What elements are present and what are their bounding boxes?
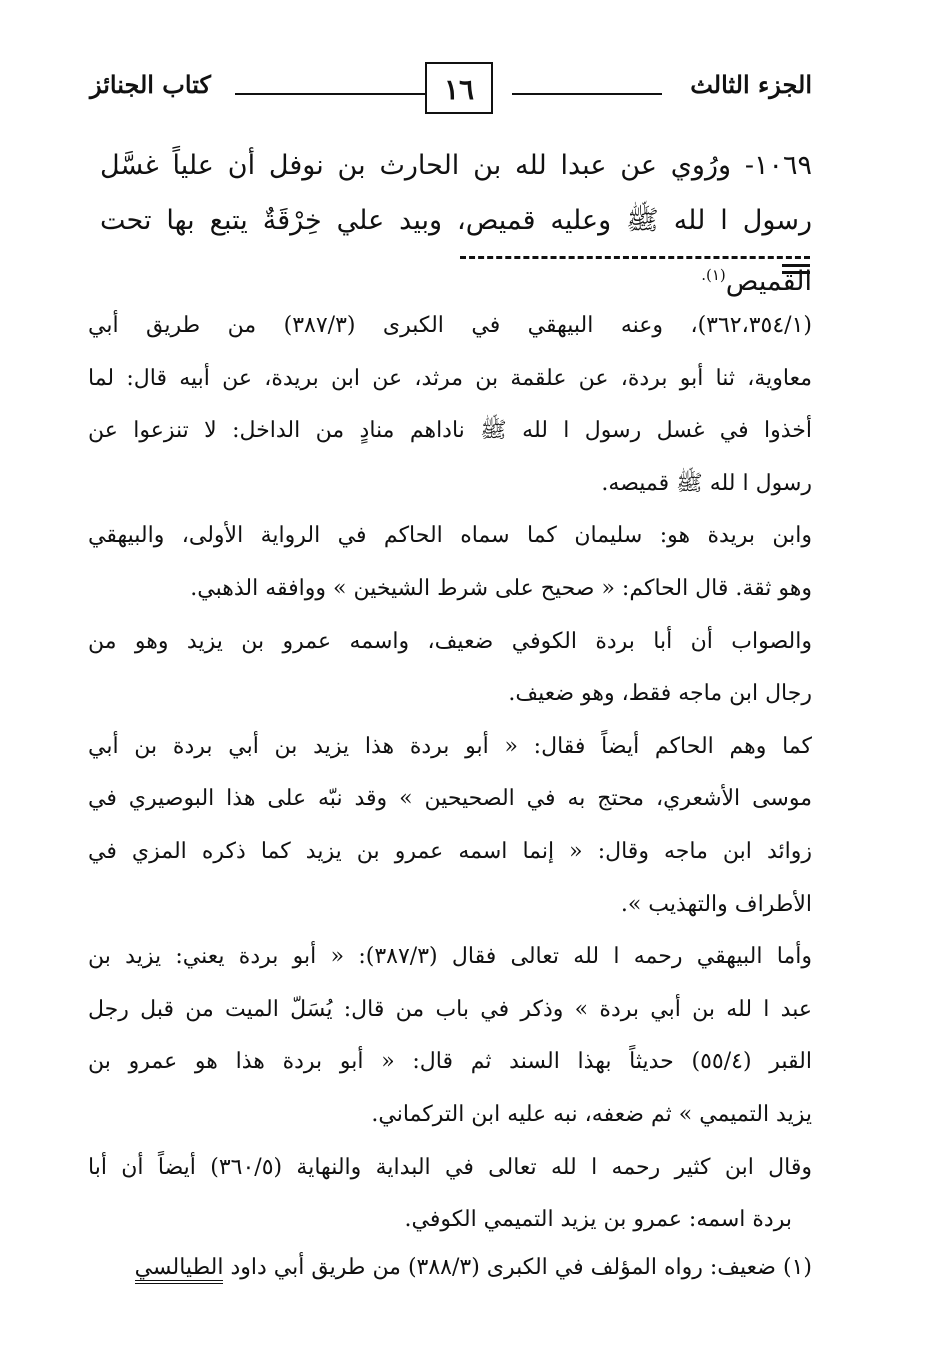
footnote-marker: (١) (782, 1255, 812, 1280)
header-book-title: كتاب الجنائز (90, 70, 211, 99)
hadith-line-2 (100, 193, 812, 309)
hadith-text (100, 138, 812, 309)
commentary-line: الأطراف والتهذيب ». (620, 891, 812, 917)
commentary-line: كما وهم الحاكم أيضاً فقال: « أبو بردة هذا يزيد بن أبي بردة بن أبي (88, 733, 812, 759)
footnote-reference: (١). (701, 266, 726, 284)
continuation-mark (782, 264, 810, 274)
hadith-line-1: ١٠٦٩- ورُوي عن عبدا لله بن الحارث بن نوفل أن علياً غسَّل (100, 150, 812, 181)
commentary-line: رسول ا لله ﷺ قميصه. (601, 470, 812, 496)
commentary-line: والصواب أن أبا بردة الكوفي ضعيف، واسمه عمرو بن يزيد وهو من (88, 628, 812, 654)
commentary-line: رجال ابن ماجه فقط، وهو ضعيف. (508, 681, 812, 707)
header-rule-left (235, 93, 425, 95)
footnote-continuation-word: الطيالسي (135, 1255, 224, 1284)
commentary-line: وأما البيهقي رحمه ا لله تعالى فقال (٣٨٧/٣): « أبو بردة يعني: يزيد بن (88, 944, 813, 970)
commentary-line: القبر (٥٥/٤) حديثاً بهذا السند ثم قال: « أبو بردة هذا هو عمرو بن (88, 1049, 812, 1075)
commentary-line: وهو ثقة. قال الحاكم: « صحيح على شرط الشيخين » ووافقه الذهبي. (190, 575, 812, 601)
commentary-line: وابن بريدة هو: سليمان كما سماه الحاكم في الرواية الأولى، والبيهقي (88, 523, 812, 549)
commentary-line: زوائد ابن ماجه وقال: « إنما اسمه عمرو بن يزيد كما ذكره المزي في (88, 838, 812, 864)
hadith-line-2-text: رسول ا لله ﷺ وعليه قميص، وبيد علي خِرْقَةٌ يتبع بها تحت القميص (100, 205, 812, 297)
page-number: ١٦ (425, 62, 493, 114)
commentary-line: بردة اسمه: عمرو بن يزيد التميمي الكوفي. (404, 1207, 792, 1233)
commentary-line: معاوية، ثنا أبو بردة، عن علقمة بن مرثد، عن ابن بريدة، عن أبيه قال: لما (88, 365, 812, 391)
hadith-underline (460, 256, 810, 259)
header-part-title: الجزء الثالث (690, 70, 812, 99)
commentary-line: عبد ا لله بن أبي بردة » وذكر في باب من قال: يُسَلّ الميت من قبل رجل (88, 996, 812, 1022)
commentary-line: يزيد التميمي » ثم ضعفه، نبه عليه ابن التركماني. (371, 1101, 812, 1127)
header-rule-right (512, 93, 662, 95)
page-header (90, 62, 812, 120)
commentary-line: (٣٦٢،٣٥٤/١)، وعنه البيهقي في الكبرى (٣٨٧/٣) من طريق أبي (88, 313, 812, 338)
footnote (88, 1248, 812, 1288)
commentary-block (88, 300, 812, 1247)
commentary-line: أخذوا في غسل رسول ا لله ﷺ ناداهم منادٍ من الداخل: لا تنزعوا عن (88, 418, 812, 444)
commentary-line: وقال ابن كثير رحمه ا لله تعالى في البداية والنهاية (٣٦٠/٥) أيضاً أن أبا (88, 1154, 812, 1180)
commentary-line: موسى الأشعري، محتج به في الصحيحين » وقد نبّه على هذا البوصيري في (88, 786, 812, 812)
footnote-text: ضعيف: رواه المؤلف في الكبرى (٣٨٨/٣) من طريق أبي داود (230, 1255, 776, 1280)
